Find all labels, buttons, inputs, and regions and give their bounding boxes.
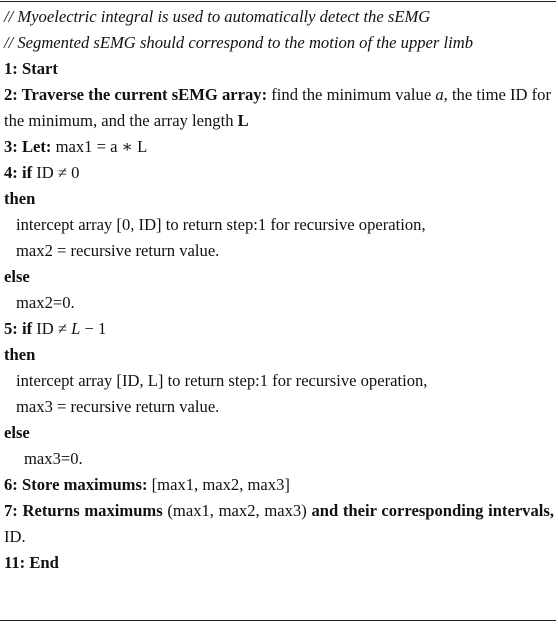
step-2-var-L: L xyxy=(237,111,249,130)
step-5-var-L: L xyxy=(71,319,81,338)
comment-line-2: // Segmented sEMG should correspond to the motion of the upper limb xyxy=(4,33,474,52)
step-4-if xyxy=(4,160,554,186)
step-7-heading-b: and their corresponding intervals, xyxy=(311,501,554,520)
step-7-heading-a: 7: Returns maximums xyxy=(4,501,163,520)
step-3-let xyxy=(4,134,554,160)
step-6-text: [max1, max2, max3] xyxy=(147,475,290,494)
step-2-text-a: find the minimum value xyxy=(267,85,436,104)
then-1-line-2: max2 = recursive return value. xyxy=(16,241,220,260)
algorithm-block xyxy=(4,4,554,576)
then-2-line-1: intercept array [ID, L] to return step:1 for recursive operation, xyxy=(16,371,428,390)
step-2-var-a: a xyxy=(435,85,444,104)
then-keyword-2: then xyxy=(4,345,36,364)
step-2-traverse xyxy=(4,82,554,134)
step-5-if xyxy=(4,316,554,342)
step-4-heading: 4: if xyxy=(4,163,33,182)
step-7-text-a: (max1, max2, max3) xyxy=(162,501,312,520)
step-2-text-b: , the time ID for the minimum, and the array length xyxy=(4,85,552,130)
step-2-heading: 2: Traverse the current sEMG array: xyxy=(4,85,268,104)
step-6-store xyxy=(4,472,554,498)
then-keyword-1: then xyxy=(4,189,36,208)
bottom-rule xyxy=(0,620,556,621)
then-1-line-1: intercept array [0, ID] to return step:1 for recursive operation, xyxy=(16,215,426,234)
else-1-line: max2=0. xyxy=(16,293,75,312)
comment-line-1: // Myoelectric integral is used to automatically detect the sEMG xyxy=(4,7,431,26)
step-3-text: max1 = a ∗ L xyxy=(51,137,148,156)
step-1-start: 1: Start xyxy=(4,59,58,78)
step-6-heading: 6: Store maximums: xyxy=(4,475,148,494)
then-2-line-2: max3 = recursive return value. xyxy=(16,397,220,416)
else-2-line: max3=0. xyxy=(24,449,83,468)
step-7-returns xyxy=(4,498,554,550)
step-5-text-a: ID ≠ xyxy=(32,319,72,338)
else-keyword-1: else xyxy=(4,267,30,286)
top-rule xyxy=(0,1,556,2)
step-11-end: 11: End xyxy=(4,553,59,572)
step-5-text-b: − 1 xyxy=(80,319,107,338)
else-keyword-2: else xyxy=(4,423,30,442)
step-7-text-b: ID. xyxy=(4,527,26,546)
step-5-heading: 5: if xyxy=(4,319,33,338)
step-4-text: ID ≠ 0 xyxy=(32,163,80,182)
step-3-heading: 3: Let: xyxy=(4,137,52,156)
